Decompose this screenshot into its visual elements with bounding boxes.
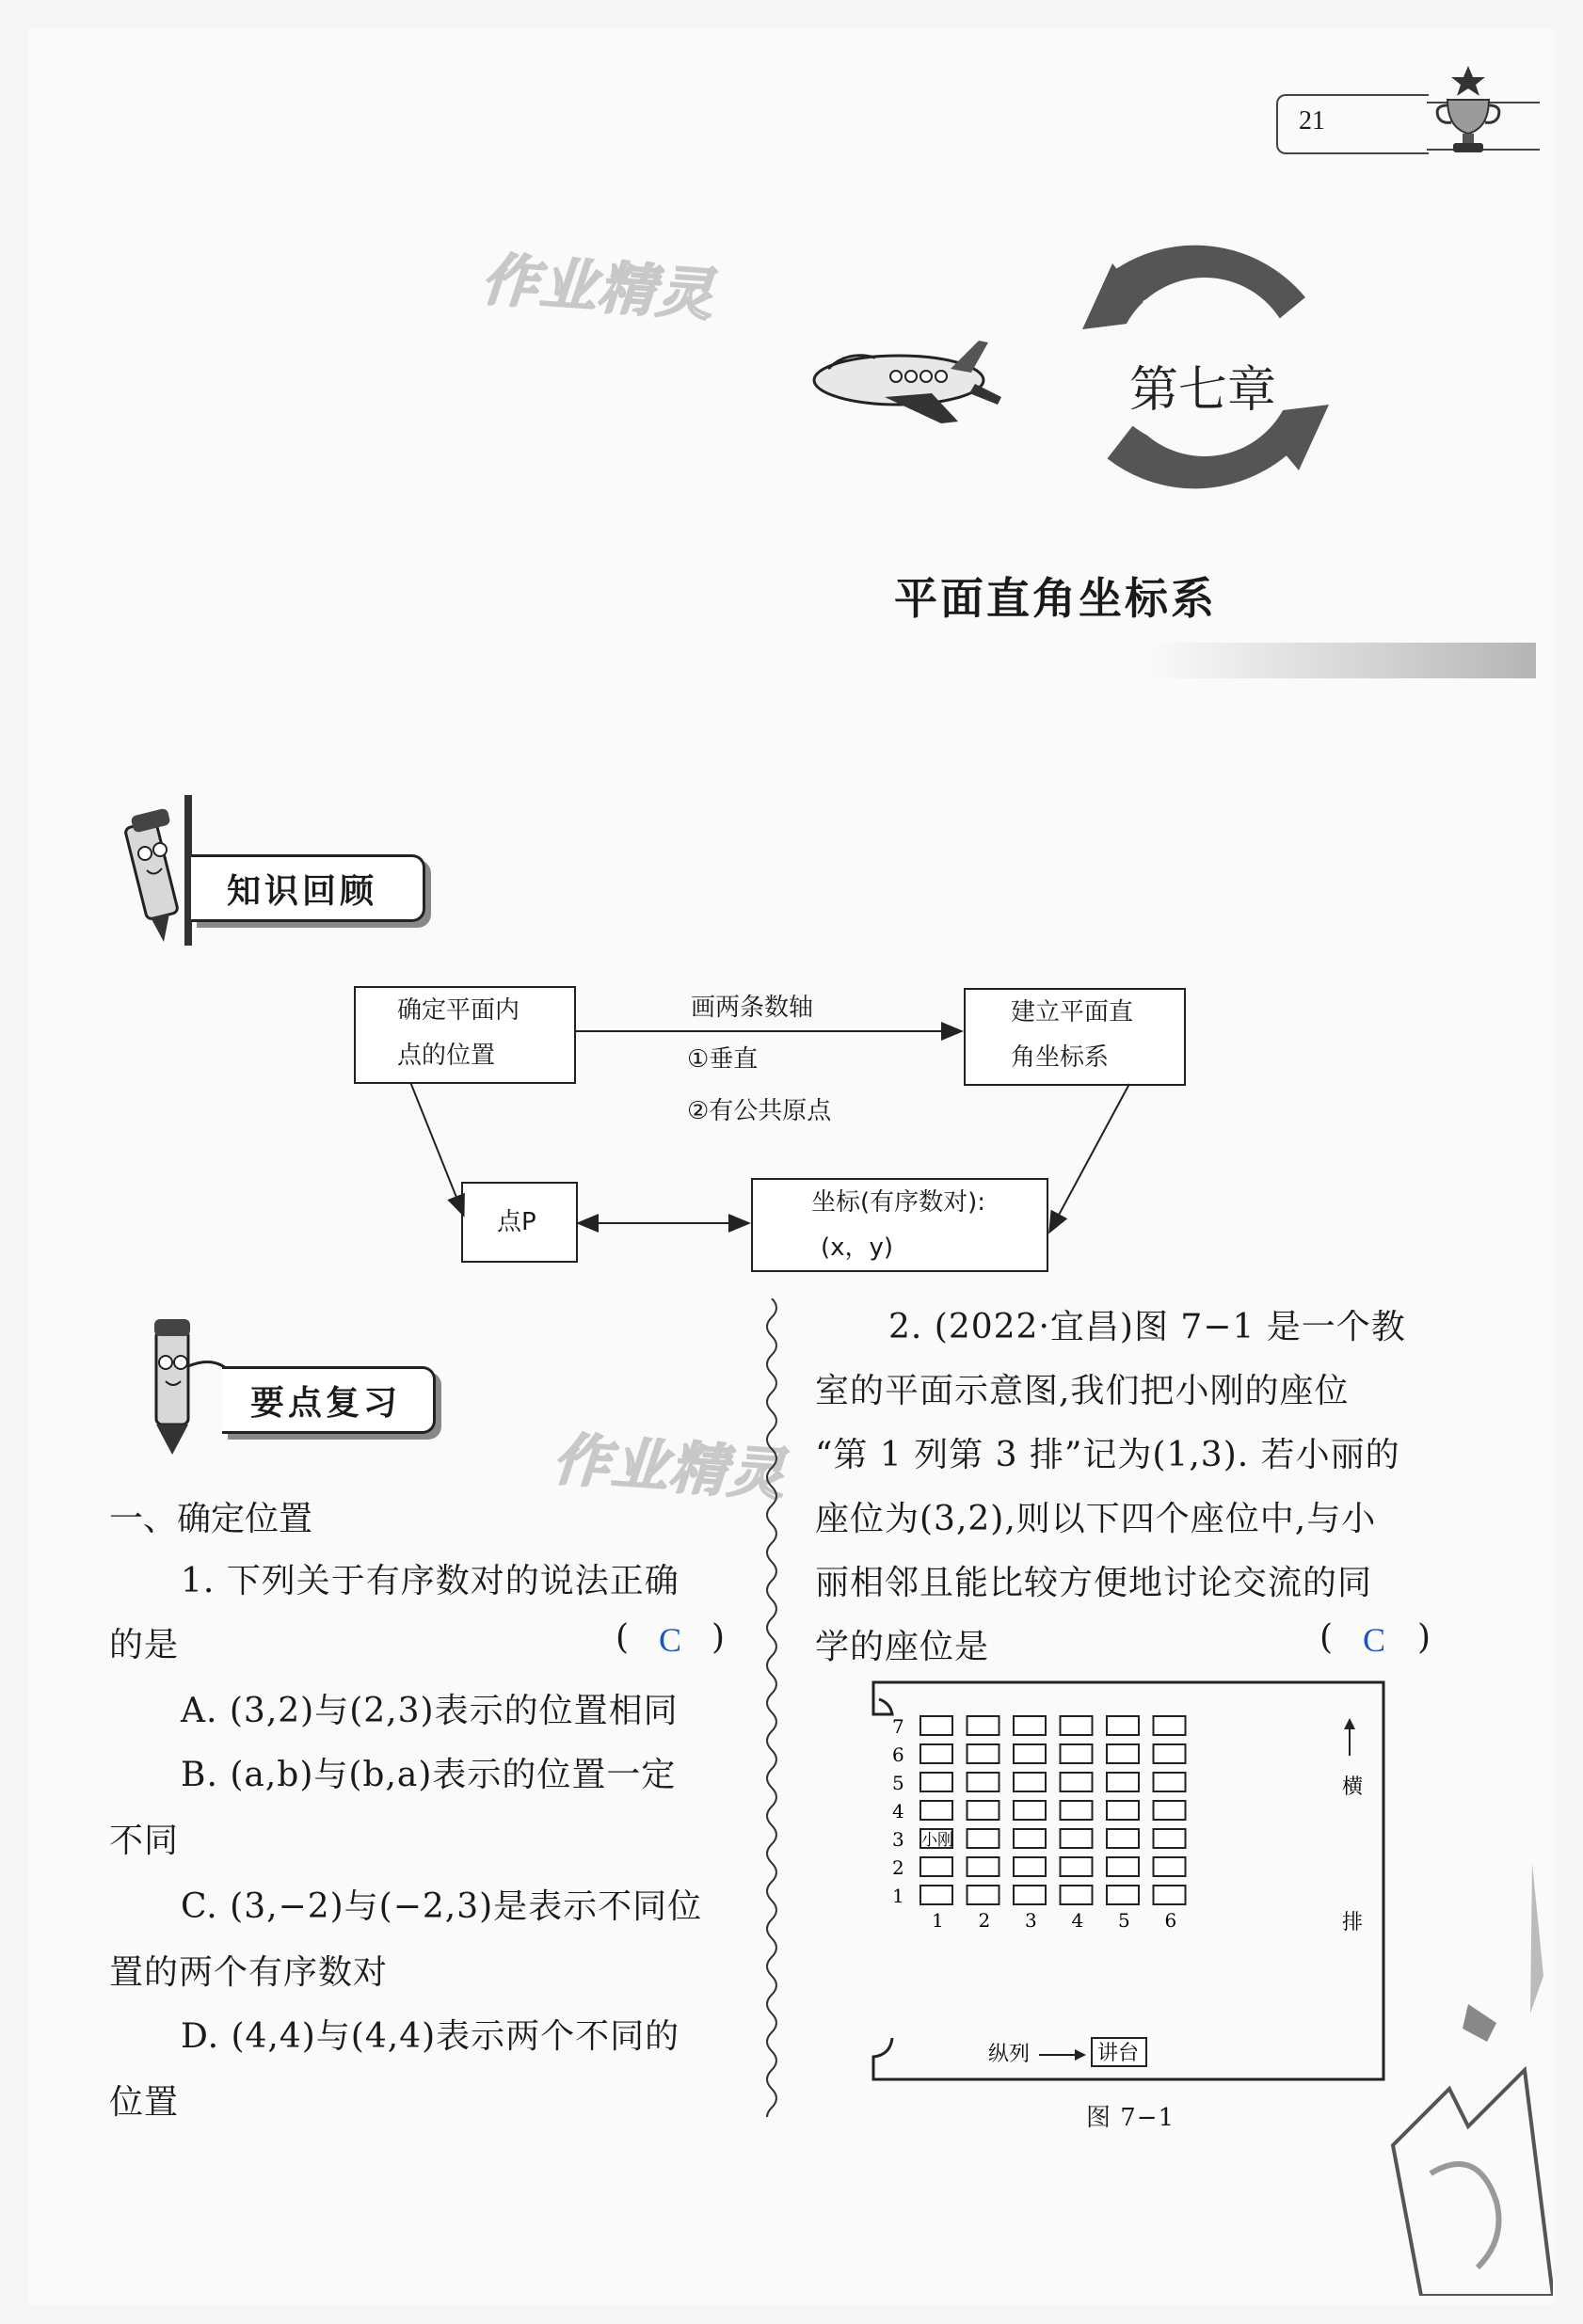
figure-caption: 图 7−1: [1086, 2104, 1175, 2132]
flow-box-text: 点的位置: [397, 1042, 496, 1070]
row-label: 3: [892, 1828, 904, 1851]
column-number: 4: [1071, 1909, 1084, 1932]
flow-arrow-label: 画两条数轴: [691, 994, 814, 1022]
chapter-label: 第七章: [1129, 362, 1277, 419]
column-number: 6: [1164, 1909, 1177, 1932]
flow-box-text: 建立平面直: [1011, 998, 1134, 1027]
section-title: 知识回顾: [227, 872, 378, 911]
horizontal-label: 排: [1342, 1911, 1364, 1934]
chapter-title: 平面直角坐标系: [894, 573, 1217, 624]
column-label: 纵列: [988, 2043, 1031, 2066]
watermark: 作业精灵: [479, 247, 717, 329]
seat: [1107, 1773, 1139, 1791]
flow-box-text: 角坐标系: [1011, 1043, 1110, 1072]
seat: [1154, 1886, 1186, 1904]
option-text: A. (3,2)与(2,3)表示的位置相同: [181, 1692, 679, 1730]
seat: [1061, 1886, 1093, 1904]
part-heading: 一、确定位置: [109, 1500, 313, 1538]
question-line: “第 1 列第 3 排”记为(1,3). 若小丽的: [815, 1436, 1400, 1474]
question-stem: 1. 下列关于有序数对的说法正确: [181, 1562, 680, 1600]
seat: [1061, 1744, 1093, 1763]
flow-box-text: 确定平面内: [397, 996, 520, 1025]
watermark: 作业精灵: [551, 1426, 789, 1509]
answer-bracket: (: [1319, 1618, 1334, 1657]
flow-box-text: 点P: [497, 1208, 536, 1236]
seat: [967, 1801, 999, 1820]
seat: [1014, 1857, 1046, 1876]
seat: [967, 1773, 999, 1791]
option-text: 位置: [109, 2083, 180, 2122]
seat: [1107, 1716, 1139, 1735]
row-label: 4: [892, 1800, 904, 1823]
decorative-star-graphic: [1365, 1863, 1553, 2296]
horizontal-label: 横: [1342, 1775, 1364, 1799]
option-text: C. (3,−2)与(−2,3)是表示不同位: [181, 1887, 703, 1926]
seat: [1014, 1801, 1046, 1820]
row-label: 6: [892, 1743, 904, 1766]
seat: [1154, 1829, 1186, 1848]
option-text: 不同: [109, 1822, 180, 1860]
option-text: B. (a,b)与(b,a)表示的位置一定: [181, 1756, 677, 1794]
seat: [920, 1744, 952, 1763]
seat: [1154, 1716, 1186, 1735]
question-line: 丽相邻且能比较方便地讨论交流的同: [815, 1564, 1373, 1602]
seat: [1061, 1857, 1093, 1876]
question-line: 2. (2022·宜昌)图 7−1 是一个教: [888, 1308, 1406, 1346]
seat: [1107, 1886, 1139, 1904]
seat: [1107, 1857, 1139, 1876]
seat: [1014, 1744, 1046, 1763]
seat: [967, 1744, 999, 1763]
seat: [1154, 1857, 1186, 1876]
question-stem: 的是: [109, 1626, 180, 1664]
seat: [920, 1857, 952, 1876]
flow-box-text: 坐标(有序数对):: [811, 1188, 986, 1217]
seat: [1014, 1886, 1046, 1904]
row-label: 1: [892, 1885, 904, 1907]
seat: [1154, 1801, 1186, 1820]
seat: [1154, 1773, 1186, 1791]
question-line: 座位为(3,2),则以下四个座位中,与小: [815, 1500, 1377, 1538]
seat: [920, 1801, 952, 1820]
seat: [1107, 1744, 1139, 1763]
column-number: 3: [1025, 1909, 1037, 1932]
seat: [920, 1886, 952, 1904]
column-number: 5: [1118, 1909, 1130, 1932]
seat: [967, 1716, 999, 1735]
row-label: 2: [892, 1856, 904, 1879]
column-number: 2: [978, 1909, 991, 1932]
seat: [920, 1773, 952, 1791]
column-number: 1: [932, 1909, 944, 1932]
seat: [1014, 1773, 1046, 1791]
seat: [1107, 1829, 1139, 1848]
answer-bracket: (: [616, 1618, 630, 1657]
flow-box-text: (x，y): [821, 1234, 894, 1262]
seat: [967, 1886, 999, 1904]
question-line: 学的座位是: [815, 1628, 990, 1666]
student-label: 小刚: [921, 1831, 953, 1850]
answer-text: C: [1363, 1621, 1386, 1659]
classroom-figure: [870, 1680, 1387, 2081]
seat: [1061, 1801, 1093, 1820]
seat: [920, 1716, 952, 1735]
seat: [1061, 1716, 1093, 1735]
seat: [967, 1829, 999, 1848]
flow-arrow-label: ②有公共原点: [687, 1097, 832, 1125]
option-text: 置的两个有序数对: [109, 1953, 389, 1992]
option-text: D. (4,4)与(4,4)表示两个不同的: [181, 2017, 680, 2056]
row-label: 5: [892, 1772, 904, 1794]
answer-text: C: [659, 1621, 682, 1659]
seat: [1154, 1744, 1186, 1763]
seat: [1014, 1829, 1046, 1848]
column-divider: [760, 1298, 783, 2117]
answer-bracket: ): [712, 1618, 726, 1657]
pencil-mascot-icon: [132, 1310, 235, 1460]
section-title: 要点复习: [250, 1384, 402, 1423]
seat: [1061, 1829, 1093, 1848]
seat: [1061, 1773, 1093, 1791]
section-tab-key-points: [222, 1366, 436, 1434]
seat: [967, 1857, 999, 1876]
page-number: 21: [1299, 106, 1325, 135]
podium-label: 讲台: [1097, 2042, 1140, 2065]
seat: [1107, 1801, 1139, 1820]
row-label: 7: [892, 1715, 904, 1738]
answer-bracket: ): [1417, 1618, 1431, 1657]
question-line: 室的平面示意图,我们把小刚的座位: [815, 1372, 1350, 1410]
flow-arrow-label: ①垂直: [687, 1045, 759, 1074]
seat: [1014, 1716, 1046, 1735]
